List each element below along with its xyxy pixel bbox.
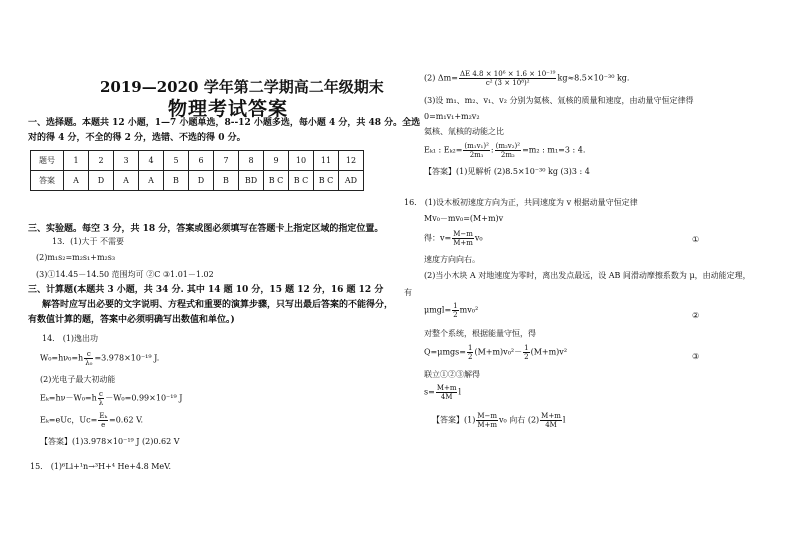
q14-eq2-lhs: Eₖ=hν－W₀=h (40, 393, 97, 403)
q15-eq4-frac2 (495, 142, 521, 159)
table-cell-answer: AD (339, 171, 364, 191)
q16-eq4-den1: 2 (467, 353, 473, 361)
q16-eq2 (424, 230, 483, 247)
table-cell-number: 11 (314, 151, 339, 171)
q14-eq2 (40, 390, 182, 407)
q16-answer-rhs: l (562, 415, 566, 425)
q16-answer-label: 【答案】(1) (432, 415, 476, 425)
q16-part2: (2)当小木块 A 对地速度为零时，离出发点最远，设 AB 间滑动摩擦系数为 μ，由动能定理， (424, 271, 751, 280)
table-cell-number: 4 (139, 151, 164, 171)
section4-intro-b: 解答时应写出必要的文字说明、方程式和重要的演算步骤，只写出最后答案的不能得分， (42, 300, 394, 310)
q14-eq2-den: λ (98, 399, 104, 407)
q16-answer-mid: v₀ 向右 (2) (499, 415, 540, 425)
q14-eq1-lhs: W₀=hν₀=h (40, 353, 84, 363)
q14-eq3-frac (98, 412, 108, 429)
q15-eq4-den1: 2m₁ (469, 151, 484, 159)
q15-eq4-lhs: Eₖ₁ : Eₖ₂= (424, 145, 463, 155)
q16-part3: 对整个系统，根据能量守恒，得 (424, 329, 536, 338)
q14-eq3-lhs: Eₖ=eUc，Uc= (40, 415, 98, 425)
table-cell-number: 10 (289, 151, 314, 171)
q16-eq5-num: M+m (436, 384, 457, 392)
q16-eq3-num: 1 (453, 302, 458, 310)
q15-eq4-den2: 2m₂ (500, 151, 515, 159)
section3-intro: 三、实验题。每空 3 分，共 18 分，答案或图必须填写在答题卡上指定区域的指定位置。 (28, 224, 384, 234)
q14-eq2-num: c (99, 390, 103, 398)
table-cell-number: 2 (89, 151, 114, 171)
q14-part2: (2)光电子最大初动能 (40, 375, 116, 384)
q16-eq4-mid: (M+m)v₀²－ (474, 347, 523, 357)
q16-eq3 (424, 302, 478, 319)
q16-answer-num2: M+m (541, 412, 561, 420)
q16-mark3: ③ (692, 352, 700, 361)
title-line1: 2019—2020 学年第二学期高二年级期末 (100, 78, 384, 96)
q16-mark1: ① (692, 235, 700, 244)
table-cell-number: 1 (64, 151, 89, 171)
q16-head: 16． (1)设木板初速度方向为正，共同速度为 v 根据动量守恒定律 (404, 198, 638, 207)
table-cell-answer: BD (239, 171, 264, 191)
q15-eq1-frac (459, 70, 557, 87)
q16-solve: 联立①②③解得 (424, 370, 480, 379)
q16-eq3-rhs: mv₀² (459, 305, 479, 315)
q15-answer: 【答案】(1)见解析 (2)8.5×10⁻³⁰ kg (3)3 : 4 (424, 167, 590, 176)
q16-eq4-frac2 (523, 344, 529, 361)
table-header-label: 题号 (31, 151, 64, 171)
table-row-answers (31, 171, 364, 191)
section4-intro-c: 有数值计算的题，答案中必须明确写出数值和单位。) (28, 315, 235, 325)
q15-eq4-num2: (m₂v₂)² (495, 142, 521, 150)
q15-eq1-num: ΔE 4.8 × 10⁶ × 1.6 × 10⁻¹⁹ (459, 70, 556, 78)
table-cell-number: 9 (264, 151, 289, 171)
q15-eq4-frac1 (463, 142, 489, 159)
section1-intro-b: 对的得 4 分，不全的得 2 分，选错、不选的得 0 分。 (28, 133, 246, 143)
q16-direction: 速度方向向右。 (424, 255, 480, 264)
q16-mark2: ② (692, 311, 700, 320)
q15-eq1-rhs: kg≈8.5×10⁻³⁰ kg. (557, 73, 630, 83)
q16-answer-den1: M+m (477, 421, 498, 429)
table-cell-answer: B C (264, 171, 289, 191)
title-line2: 物理考试答案 (168, 98, 289, 120)
q16-answer-frac2 (540, 412, 562, 429)
q16-answer (432, 412, 565, 429)
q16-eq4 (424, 344, 567, 361)
q14-eq3 (40, 412, 143, 429)
q16-answer-den2: 4M (545, 421, 557, 429)
q16-eq4-lhs: Q=μmgs= (424, 347, 466, 357)
section4-intro-a: 三、计算题(本题共 3 小题，共 34 分. 其中 14 题 10 分，15 题 12 分，16 题 12 分 (28, 285, 384, 295)
table-cell-answer: D (189, 171, 214, 191)
q15-part3b: 氦核、氚核的动能之比 (424, 127, 504, 136)
table-cell-answer: D (89, 171, 114, 191)
q16-eq3-frac (452, 302, 458, 319)
q15-eq4: Eₖ₁ : Eₖ₂= $\frac{\text{(m₁v₁)²}}{\text{2m₁}}$ : $\frac{\text{(m₂v₂)²}}{\text{2m₂}}$ =m₂ : m₁=3 : 4. (424, 142, 586, 159)
q16-eq2-den: M+m (453, 239, 473, 247)
q15-eq1-den: c² (3 × 10⁸)² (485, 79, 530, 87)
q16-eq5-den: 4M (440, 393, 453, 401)
q14-head: 14． (1)逸出功 (42, 334, 99, 343)
q14-eq1-den: λ₀ (85, 359, 93, 367)
q16-you: 有 (404, 288, 412, 297)
q16-eq3-lhs: μmgl= (424, 305, 452, 315)
q16-eq5-lhs: s= (424, 387, 435, 397)
table-answer-label: 答案 (31, 171, 64, 191)
section1-intro-a: 一、选择题。本题共 12 小题，1—7 小题单选，8--12 小题多选，每小题 4 分，共 48 分。全选 (28, 118, 421, 128)
q16-eq1: Mv₀－mv₀=(M+m)v (424, 214, 504, 223)
q14-eq1-frac (84, 350, 93, 367)
q16-eq3-den: 2 (453, 311, 458, 319)
table-cell-number: 12 (339, 151, 364, 171)
q16-eq2-lhs: 得：v= (424, 233, 452, 243)
q14-eq1-rhs: =3.978×10⁻¹⁹ J. (94, 353, 160, 363)
q14-eq2-frac (98, 390, 104, 407)
q15-head: 15． (1)⁶Li+¹n→³H+⁴ He+4.8 MeV. (30, 462, 172, 471)
q14-eq1 (40, 350, 159, 367)
q16-eq4-rhs: (M+m)v² (530, 347, 568, 357)
q15-eq3: 0=m₁v₁+m₂v₂ (424, 112, 480, 121)
q15-part3: (3)设 m₁、m₂、v₁、v₂ 分别为氦核、氚核的质量和速度，由动量守恒定律得 (424, 96, 694, 105)
q15-eq4-rhs: =m₂ : m₁=3 : 4. (522, 145, 586, 155)
table-cell-number: 5 (164, 151, 189, 171)
q16-answer-num1: M−m (477, 412, 498, 420)
answer-table (30, 150, 364, 191)
q14-answer: 【答案】(1)3.978×10⁻¹⁹ J (2)0.62 V (40, 437, 180, 446)
table-cell-answer: B C (314, 171, 339, 191)
table-cell-answer: A (64, 171, 89, 191)
q16-eq4-den2: 2 (524, 353, 529, 361)
table-row-numbers (31, 151, 364, 171)
q15-eq4-num1: (m₁v₁)² (464, 142, 489, 150)
q16-eq5-frac (436, 384, 458, 401)
q13-part1: 13．(1)大于 不需要 (52, 237, 125, 246)
q14-eq3-num: Eₖ (99, 412, 108, 420)
q14-eq2-rhs: －W₀=0.99×10⁻¹⁹ J (105, 393, 183, 403)
q14-eq3-rhs: =0.62 V. (109, 415, 143, 425)
q15-eq1 (424, 70, 629, 87)
table-cell-answer: A (139, 171, 164, 191)
q16-answer-frac1 (476, 412, 498, 429)
q16-eq4-frac1 (467, 344, 473, 361)
q16-eq4-num1: 1 (467, 344, 473, 352)
q16-eq2-num: M−m (453, 230, 473, 238)
q16-eq5-rhs: l (458, 387, 462, 397)
table-cell-number: 3 (114, 151, 139, 171)
q13-part3: (3)①14.45－14.50 范围均可 ②C ③1.01－1.02 (36, 270, 214, 279)
table-cell-answer: A (114, 171, 139, 191)
table-cell-number: 7 (214, 151, 239, 171)
q16-eq5 (424, 384, 461, 401)
q16-eq2-rhs: v₀ (474, 233, 483, 243)
q14-eq3-den: e (101, 421, 106, 429)
q13-part2: (2)m₁s₂=m₂s₁+m₂s₃ (36, 253, 116, 262)
q14-eq1-num: c (84, 350, 93, 359)
table-cell-answer: B (164, 171, 189, 191)
table-cell-number: 6 (189, 151, 214, 171)
table-cell-answer: B C (289, 171, 314, 191)
table-cell-answer: B (214, 171, 239, 191)
q15-eq1-lhs: (2) Δm= (424, 73, 458, 83)
q16-eq2-frac (452, 230, 474, 247)
table-cell-number: 8 (239, 151, 264, 171)
q16-eq4-num2: 1 (524, 344, 529, 352)
